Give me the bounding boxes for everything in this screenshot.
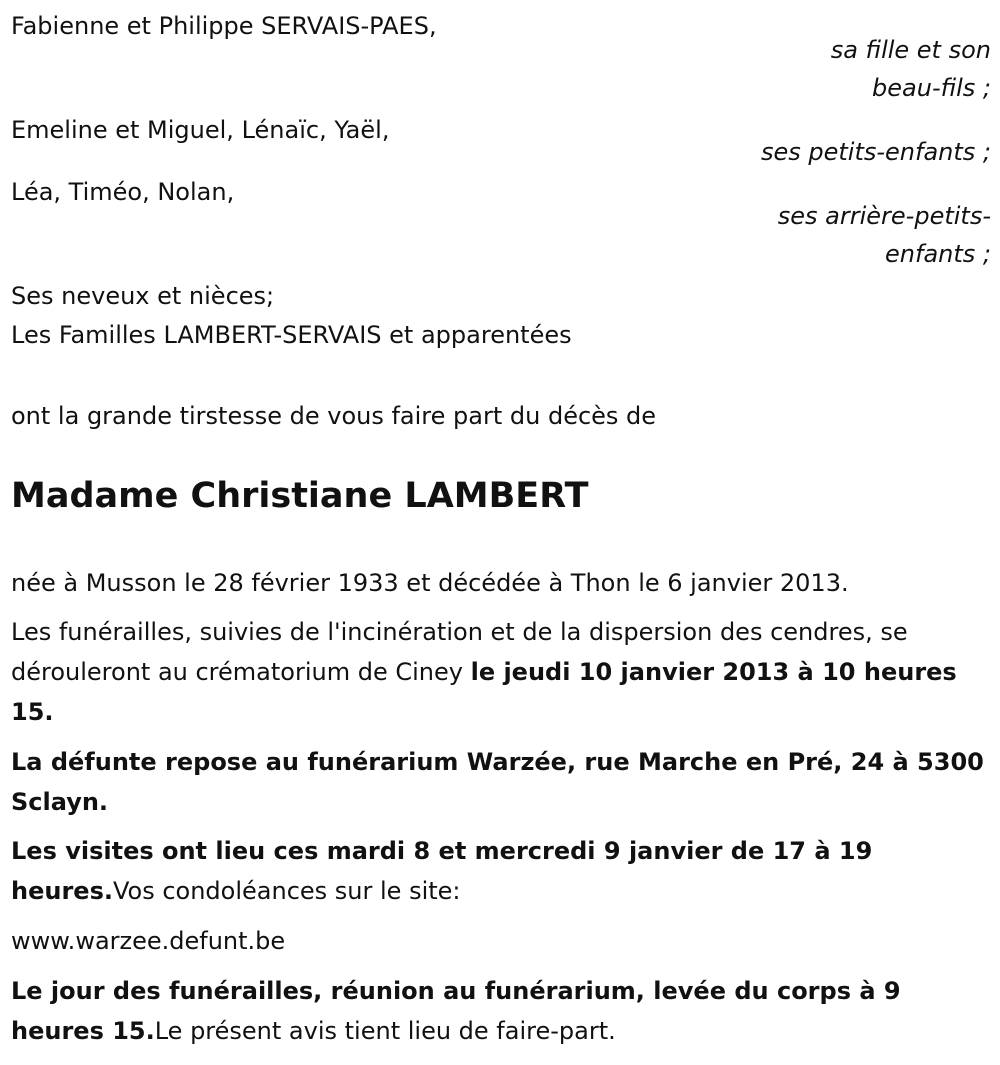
family-relation-1a: sa fille et son <box>830 36 991 64</box>
related-families: Les Familles LAMBERT-SERVAIS et apparentées <box>11 321 572 349</box>
birth-death-info: née à Musson le 28 février 1933 et décédée à Thon le 6 janvier 2013. <box>11 569 849 597</box>
deceased-name: Madame Christiane LAMBERT <box>11 476 589 516</box>
visits-info <box>11 831 996 911</box>
family-names-3: Léa, Timéo, Nolan, <box>11 178 235 206</box>
family-relation-1b: beau-fils ; <box>872 74 991 102</box>
family-relation-2: ses petits-enfants ; <box>760 138 991 166</box>
funeral-day-info <box>11 971 996 1051</box>
family-names-1: Fabienne et Philippe SERVAIS-PAES, <box>11 12 437 40</box>
funeral-date: le jeudi 10 janvier 2013 à 10 heures 15. <box>11 658 957 726</box>
funeral-day-text: Le jour des funérailles, réunion au funérarium, levée du corps à 9 heures 15. <box>11 977 901 1045</box>
funeral-info <box>11 612 996 732</box>
family-relation-3b: enfants ; <box>885 240 991 268</box>
website-link[interactable]: www.warzee.defunt.be <box>11 927 286 955</box>
repose-text: La défunte repose au funérarium Warzée, rue Marche en Pré, 24 à 5300 Sclayn. <box>11 748 984 816</box>
family-names-2: Emeline et Miguel, Lénaïc, Yaël, <box>11 116 390 144</box>
family-relation-3a: ses arrière-petits- <box>777 202 991 230</box>
announcement-text: ont la grande tirstesse de vous faire part du décès de <box>11 402 657 430</box>
repose-info <box>11 742 996 822</box>
funeral-text: Les funérailles, suivies de l'incinération et de la dispersion des cendres, se dérouleront au crématorium de Ciney <box>11 618 908 686</box>
faire-part-text: Le présent avis tient lieu de faire-part. <box>154 1017 616 1045</box>
condolences-text: Vos condoléances sur le site: <box>112 877 461 905</box>
visits-text: Les visites ont lieu ces mardi 8 et mercredi 9 janvier de 17 à 19 heures. <box>11 837 873 905</box>
nephews-nieces: Ses neveux et nièces; <box>11 282 275 310</box>
